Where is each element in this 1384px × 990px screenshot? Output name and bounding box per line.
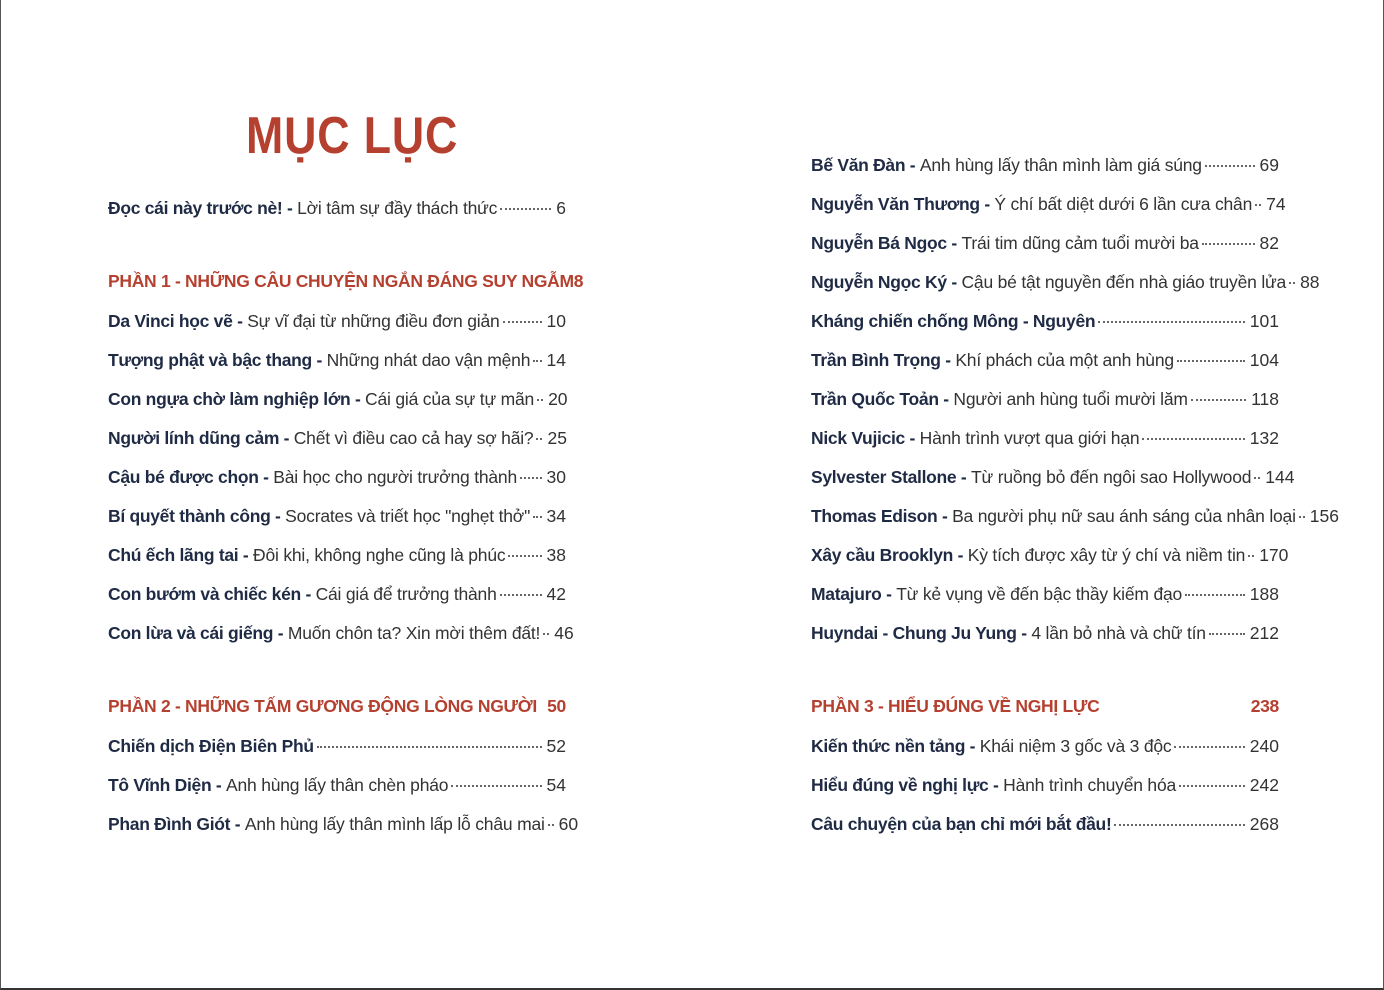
- entry-title: Đọc cái này trước nè!: [108, 198, 283, 218]
- dot-leader: [1299, 516, 1305, 518]
- dot-leader: [503, 321, 542, 323]
- entry-subtitle: Cậu bé tật nguyền đến nhà giáo truyền lửa: [961, 272, 1287, 292]
- toc-entry[interactable]: Nguyễn Bá Ngọc - Trái tim dũng cảm tuổi mười ba 82: [811, 233, 1279, 253]
- entry-title: Câu chuyện của bạn chỉ mới bắt đầu!: [811, 814, 1112, 834]
- entry-page: 240: [1249, 736, 1279, 756]
- dot-leader: [1114, 824, 1244, 826]
- dot-leader: [1255, 204, 1261, 206]
- entry-page: 104: [1249, 350, 1279, 370]
- dot-leader: [1254, 477, 1260, 479]
- entry-title: Xây cầu Brooklyn: [811, 545, 954, 565]
- entry-subtitle: Lời tâm sự đầy thách thức: [297, 198, 498, 218]
- toc-entry-intro[interactable]: Đọc cái này trước nè! - Lời tâm sự đầy thách thức 6: [108, 198, 566, 218]
- toc-entry[interactable]: Da Vinci học vẽ - Sự vĩ đại từ những điều đơn giản 10: [108, 311, 566, 331]
- entry-subtitle: Khí phách của một anh hùng: [955, 350, 1174, 370]
- toc-entry[interactable]: Xây cầu Brooklyn - Kỳ tích được xây từ ý chí và niềm tin 170: [811, 545, 1289, 565]
- toc-entry[interactable]: Chú ếch lãng tai - Đôi khi, không nghe cũng là phúc 38: [108, 545, 566, 565]
- entry-page: 14: [546, 350, 566, 370]
- entry-title: Trần Quốc Toản: [811, 389, 939, 409]
- entry-page: 212: [1249, 623, 1279, 643]
- entry-subtitle: Kỳ tích được xây từ ý chí và niềm tin: [967, 545, 1246, 565]
- toc-entry[interactable]: [811, 311, 1279, 337]
- toc-entry[interactable]: Người lính dũng cảm - Chết vì điều cao cả hay sợ hãi? 25: [108, 428, 567, 448]
- dot-leader: [548, 824, 554, 826]
- dot-leader: [533, 516, 541, 518]
- entry-title: Con ngựa chờ làm nghiệp lớn: [108, 389, 351, 409]
- entry-page: 132: [1249, 428, 1279, 448]
- entry-title: Nick Vujicic: [811, 428, 905, 448]
- entry-page: 25: [547, 428, 567, 448]
- entry-subtitle: Người anh hùng tuổi mười lăm: [953, 389, 1188, 409]
- entry-page: 6: [556, 198, 566, 218]
- toc-entry[interactable]: Con bướm và chiếc kén - Cái giá để trưởng thành 42: [108, 584, 566, 604]
- entry-subtitle: Ý chí bất diệt dưới 6 lần cưa chân: [994, 194, 1253, 214]
- entry-page: 38: [546, 545, 566, 565]
- entry-page: 101: [1249, 311, 1279, 331]
- toc-entry[interactable]: Nick Vujicic - Hành trình vượt qua giới hạn 132: [811, 428, 1279, 448]
- section-title: PHẦN 2 - NHỮNG TẤM GƯƠNG ĐỘNG LÒNG NGƯỜI: [108, 696, 537, 716]
- dot-leader: [1098, 321, 1245, 323]
- dot-leader: [1191, 399, 1246, 401]
- dot-leader: [520, 477, 542, 479]
- entry-subtitle: Socrates và triết học "nghẹt thở": [285, 506, 531, 526]
- entry-subtitle: 4 lần bỏ nhà và chữ tín: [1031, 623, 1206, 643]
- entry-subtitle: Anh hùng lấy thân chèn pháo: [226, 775, 449, 795]
- entry-page: 74: [1266, 194, 1286, 214]
- section-page: 8: [573, 271, 584, 291]
- entry-title: Tô Vĩnh Diện: [108, 775, 212, 795]
- entry-title: Da Vinci học vẽ: [108, 311, 233, 331]
- entry-title: Matajuro: [811, 584, 882, 604]
- entry-title: Nguyễn Văn Thương: [811, 194, 980, 214]
- entry-title: Bí quyết thành công: [108, 506, 271, 526]
- dot-leader: [451, 785, 541, 787]
- dot-leader: [317, 746, 542, 748]
- entry-page: 46: [554, 623, 574, 643]
- toc-entry[interactable]: [108, 736, 566, 762]
- entry-title: Con lừa và cái giếng: [108, 623, 274, 643]
- entry-title: Thomas Edison: [811, 506, 938, 526]
- entry-subtitle: Cái giá để trưởng thành: [315, 584, 497, 604]
- toc-entry[interactable]: Phan Đình Giót - Anh hùng lấy thân mình lấp lỗ châu mai 60: [108, 814, 579, 834]
- entry-title: Sylvester Stallone: [811, 467, 957, 487]
- entry-title: Kiến thức nền tảng: [811, 736, 966, 756]
- entry-subtitle: Anh hùng lấy thân mình làm giá súng: [919, 155, 1202, 175]
- entry-page: 82: [1259, 233, 1279, 253]
- section-heading-part2[interactable]: [108, 696, 566, 722]
- entry-title: Chiến dịch Điện Biên Phủ: [108, 736, 314, 756]
- toc-entry[interactable]: Trần Quốc Toản - Người anh hùng tuổi mười lăm 118: [811, 389, 1279, 409]
- entry-title: Người lính dũng cảm: [108, 428, 280, 448]
- dot-leader: [1205, 165, 1255, 167]
- toc-entry[interactable]: Matajuro - Từ kẻ vụng về đến bậc thầy kiếm đạo 188: [811, 584, 1279, 604]
- entry-page: 60: [558, 814, 579, 834]
- entry-title: Nguyễn Bá Ngọc: [811, 233, 947, 253]
- entry-subtitle: Những nhát dao vận mệnh: [326, 350, 531, 370]
- section-title: PHẦN 1 - NHỮNG CÂU CHUYỆN NGẮN ĐÁNG SUY NGẪM: [108, 271, 574, 291]
- toc-entry[interactable]: Cậu bé được chọn - Bài học cho người trưởng thành 30: [108, 467, 566, 487]
- entry-subtitle: Bài học cho người trưởng thành: [273, 467, 517, 487]
- toc-entry[interactable]: Hiểu đúng về nghị lực - Hành trình chuyển hóa 242: [811, 775, 1279, 795]
- entry-title: Chú ếch lãng tai: [108, 545, 239, 565]
- toc-entry[interactable]: [811, 814, 1279, 840]
- section-heading-part1[interactable]: [108, 271, 584, 297]
- dot-leader: [1177, 360, 1245, 362]
- entry-subtitle: Hành trình chuyển hóa: [1003, 775, 1177, 795]
- entry-subtitle: Từ ruồng bỏ đến ngôi sao Hollywood: [971, 467, 1252, 487]
- entry-subtitle: Sự vĩ đại từ những điều đơn giản: [247, 311, 500, 331]
- entry-page: 242: [1249, 775, 1279, 795]
- entry-page: 52: [546, 736, 566, 756]
- toc-entry[interactable]: Bế Văn Đàn - Anh hùng lấy thân mình làm giá súng 69: [811, 155, 1279, 175]
- dot-leader: [533, 360, 541, 362]
- toc-entry[interactable]: Trần Bình Trọng - Khí phách của một anh hùng 104: [811, 350, 1279, 370]
- entry-title: Huyndai - Chung Ju Yung: [811, 623, 1017, 643]
- dot-leader: [543, 633, 549, 635]
- entry-page: 188: [1249, 584, 1279, 604]
- entry-subtitle: Từ kẻ vụng về đến bậc thầy kiếm đạo: [896, 584, 1183, 604]
- dot-leader: [1289, 282, 1295, 284]
- entry-page: 144: [1265, 467, 1295, 487]
- section-page: 50: [547, 696, 566, 716]
- entry-title: Cậu bé được chọn: [108, 467, 259, 487]
- entry-subtitle: Trái tim dũng cảm tuổi mười ba: [961, 233, 1199, 253]
- entry-page: 10: [546, 311, 566, 331]
- entry-page: 42: [546, 584, 566, 604]
- dot-leader: [537, 399, 543, 401]
- toc-entry[interactable]: Bí quyết thành công - Socrates và triết học "nghẹt thở" 34: [108, 506, 566, 526]
- entry-page: 88: [1300, 272, 1320, 292]
- entry-subtitle: Muốn chôn ta? Xin mời thêm đất!: [287, 623, 541, 643]
- toc-entry[interactable]: Huyndai - Chung Ju Yung - 4 lần bỏ nhà và chữ tín 212: [811, 623, 1279, 643]
- entry-page: 170: [1259, 545, 1289, 565]
- dot-leader: [1142, 438, 1244, 440]
- dot-leader: [1209, 633, 1245, 635]
- entry-title: Hiểu đúng về nghị lực: [811, 775, 989, 795]
- dot-leader: [500, 594, 542, 596]
- dot-leader: [1174, 746, 1244, 748]
- toc-entry[interactable]: Thomas Edison - Ba người phụ nữ sau ánh sáng của nhân loại 156: [811, 506, 1339, 526]
- entry-subtitle: Hành trình vượt qua giới hạn: [919, 428, 1140, 448]
- entry-subtitle: Anh hùng lấy thân mình lấp lỗ châu mai: [244, 814, 545, 834]
- section-title: PHẦN 3 - HIỂU ĐÚNG VỀ NGHỊ LỰC: [811, 696, 1100, 716]
- entry-page: 69: [1259, 155, 1279, 175]
- dot-leader: [536, 438, 542, 440]
- toc-title: MỤC LỤC: [246, 107, 459, 165]
- toc-entry[interactable]: Sylvester Stallone - Từ ruồng bỏ đến ngôi sao Hollywood 144: [811, 467, 1295, 487]
- entry-title: Con bướm và chiếc kén: [108, 584, 301, 604]
- dot-leader: [1179, 785, 1245, 787]
- toc-entry[interactable]: Kiến thức nền tảng - Khái niệm 3 gốc và 3 độc 240: [811, 736, 1279, 756]
- entry-subtitle: Khái niệm 3 gốc và 3 độc: [979, 736, 1172, 756]
- entry-title: Trần Bình Trọng: [811, 350, 941, 370]
- entry-title: Tượng phật và bậc thang: [108, 350, 312, 370]
- entry-title: Nguyễn Ngọc Ký: [811, 272, 947, 292]
- section-heading-part3[interactable]: [811, 696, 1279, 722]
- toc-entry[interactable]: Con lừa và cái giếng - Muốn chôn ta? Xin mời thêm đất! 46: [108, 623, 574, 643]
- entry-title: Kháng chiến chống Mông - Nguyên: [811, 311, 1096, 331]
- dot-leader: [508, 555, 541, 557]
- section-page: 238: [1250, 696, 1279, 716]
- toc-entry[interactable]: Tô Vĩnh Diện - Anh hùng lấy thân chèn pháo 54: [108, 775, 566, 795]
- entry-subtitle: Chết vì điều cao cả hay sợ hãi?: [293, 428, 534, 448]
- entry-page: 156: [1309, 506, 1339, 526]
- toc-entry[interactable]: Nguyễn Ngọc Ký - Cậu bé tật nguyền đến nhà giáo truyền lửa 88: [811, 272, 1320, 292]
- entry-page: 118: [1251, 389, 1279, 409]
- dot-leader: [1248, 555, 1254, 557]
- entry-page: 30: [546, 467, 566, 487]
- toc-entry[interactable]: Nguyễn Văn Thương - Ý chí bất diệt dưới 6 lần cưa chân 74: [811, 194, 1286, 214]
- entry-subtitle: Ba người phụ nữ sau ánh sáng của nhân loại: [952, 506, 1296, 526]
- entry-page: 20: [548, 389, 568, 409]
- dot-leader: [500, 208, 551, 210]
- entry-page: 34: [546, 506, 566, 526]
- dot-leader: [1202, 243, 1255, 245]
- toc-entry[interactable]: Con ngựa chờ làm nghiệp lớn - Cái giá của sự tự mãn 20: [108, 389, 568, 409]
- toc-entry[interactable]: Tượng phật và bậc thang - Những nhát dao vận mệnh 14: [108, 350, 566, 370]
- entry-page: 268: [1249, 814, 1279, 834]
- entry-subtitle: Đôi khi, không nghe cũng là phúc: [253, 545, 506, 565]
- entry-subtitle: Cái giá của sự tự mãn: [365, 389, 535, 409]
- entry-page: 54: [546, 775, 566, 795]
- entry-title: Bế Văn Đàn: [811, 155, 906, 175]
- entry-title: Phan Đình Giót: [108, 814, 231, 834]
- dot-leader: [1185, 594, 1245, 596]
